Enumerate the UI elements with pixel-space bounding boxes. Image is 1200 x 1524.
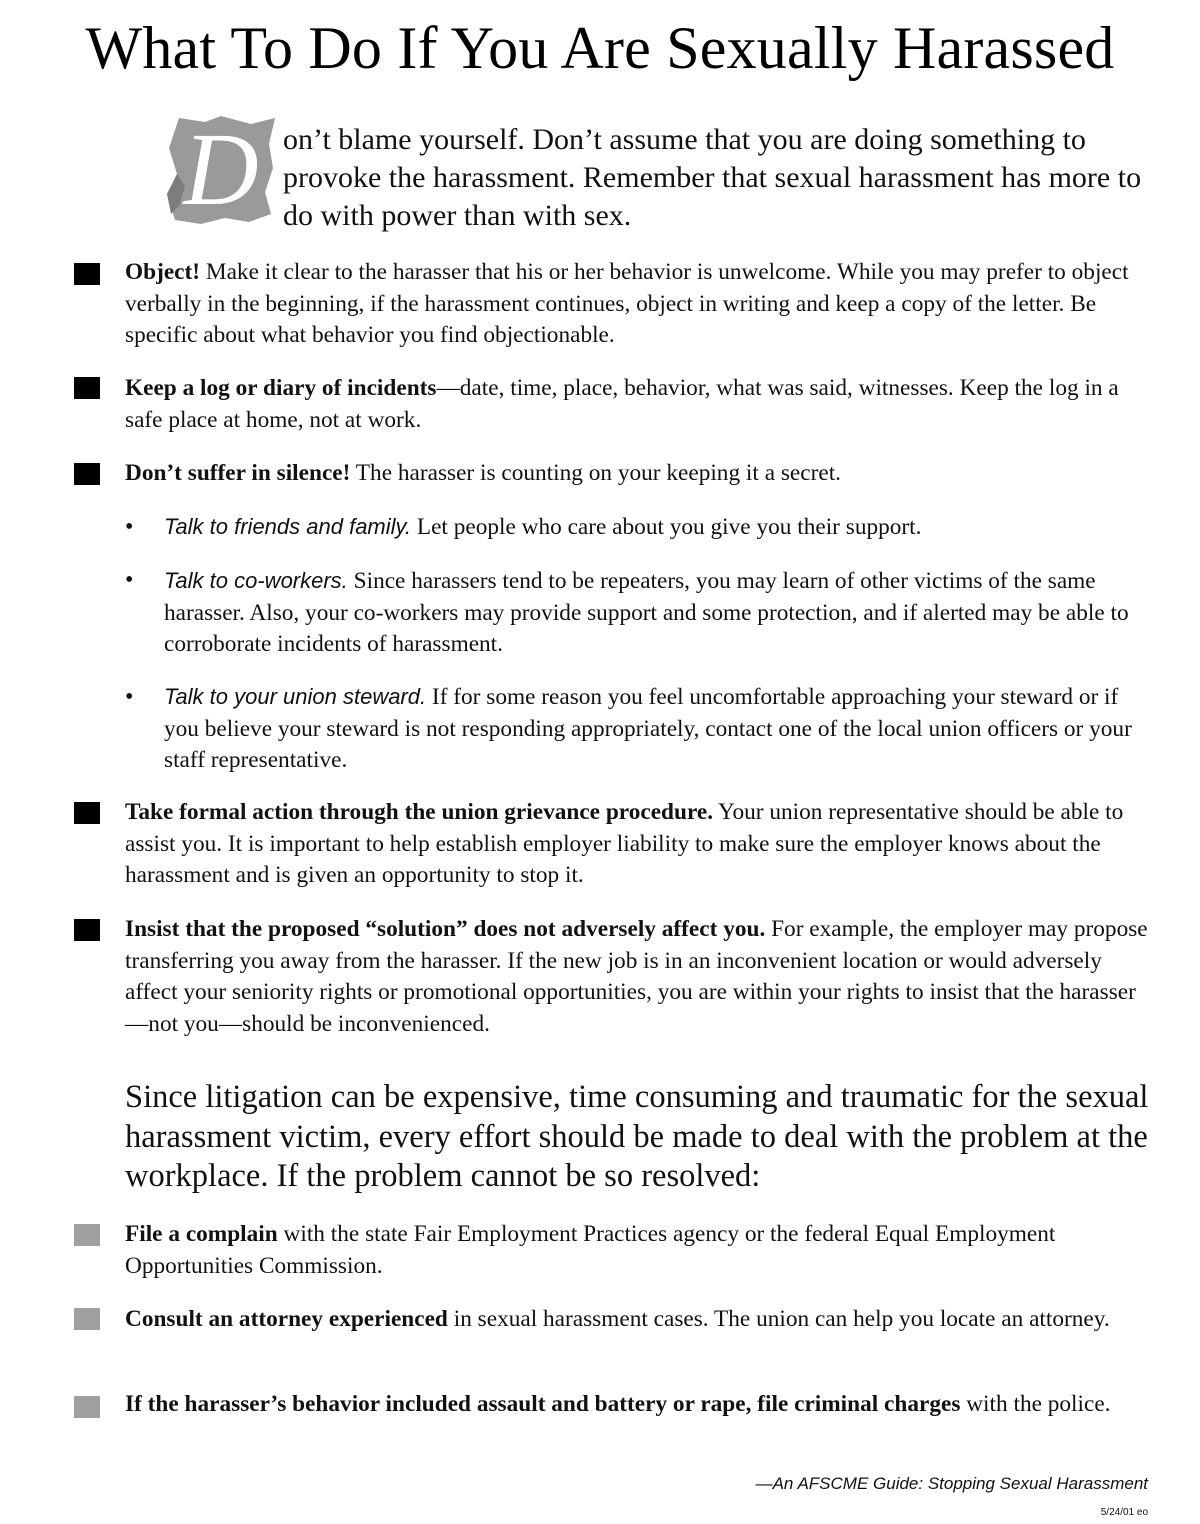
step-heading: Don’t suffer in silence!: [125, 460, 351, 486]
step-text: with the state Fair Employment Practices agency or the federal Equal Employment Opportunities Commission.: [125, 1221, 1056, 1279]
square-bullet-icon: [74, 1308, 100, 1330]
step-text: Your union representative should be able to assist you. It is important to help establish employer liability to make sure the employer knows about the harassment and is given an opportunity to stop it.: [125, 799, 1124, 888]
sub-item-heading: Talk to co-workers.: [164, 568, 348, 593]
step-text: For example, the employer may propose transferring you away from the harasser. If the new job is in an inconvenient location or would adversely affect your seniority rights or promotional opportunities, you are within your rights to insist that the harasser—not you—should be inconvenienced.: [125, 916, 1148, 1037]
step-heading: Consult an attorney experienced: [125, 1306, 448, 1332]
litigation-statement: Since litigation can be expensive, time consuming and traumatic for the sexual harassment victim, every effort should be made to deal with the problem at the workplace. If the problem cannot be so resolved:: [125, 1079, 1149, 1194]
sub-item-co-workers: [164, 565, 1154, 661]
square-bullet-icon: [74, 802, 100, 824]
bullet-marker: •: [125, 514, 134, 540]
bullet-marker: •: [125, 567, 134, 593]
step-heading: Object!: [125, 259, 201, 285]
step-keep-log: [125, 373, 1150, 436]
dropcap-letter: D: [183, 114, 259, 226]
step-heading: Keep a log or diary of incidents: [125, 375, 437, 401]
step-heading: Insist that the proposed “solution” does not adversely affect you.: [125, 916, 766, 942]
source-attribution: —An AFSCME Guide: Stopping Sexual Harassment: [755, 1474, 1148, 1493]
page-title: What To Do If You Are Sexually Harassed: [85, 15, 1115, 81]
step-text: with the police.: [960, 1391, 1111, 1417]
step-text: in sexual harassment cases. The union can help you locate an attorney.: [447, 1306, 1110, 1332]
intro-paragraph: on’t blame yourself. Don’t assume that you are doing something to provoke the harassment. Remember that sexual harassment has more to do with power than with sex.: [283, 123, 1142, 232]
sub-item-text: If for some reason you feel uncomfortable approaching your steward or if you believe your steward is not responding appropriately, contact one of the local union officers or your staff representative.: [164, 684, 1132, 773]
step-formal-action: [125, 797, 1150, 892]
sub-item-union-steward: [164, 681, 1154, 777]
date-code: 5/24/01 eo: [1100, 1507, 1148, 1518]
sub-item-heading: Talk to friends and family.: [164, 514, 412, 539]
step-criminal-charges: [125, 1389, 1150, 1421]
dropcap-ornament: [165, 114, 277, 226]
step-text: The harasser is counting on your keeping it a secret.: [350, 460, 842, 486]
square-bullet-icon: [74, 1396, 100, 1418]
sub-item-friends-family: [164, 511, 1154, 544]
step-insist-solution: [125, 914, 1150, 1040]
step-text: Make it clear to the harasser that his or her behavior is unwelcome. While you may prefer to object verbally in the beginning, if the harassment continues, object in writing and keep a copy of the letter. Be specific about what behavior you find objectionable.: [125, 259, 1129, 348]
dropcap-torn-paper-graphic: [165, 114, 277, 226]
step-object: [125, 257, 1150, 352]
step-heading: File a complain: [125, 1221, 278, 1247]
sub-item-text: Let people who care about you give you their support.: [411, 514, 922, 540]
bullet-marker: •: [125, 684, 134, 710]
square-bullet-icon: [74, 263, 100, 285]
sub-item-text: Since harassers tend to be repeaters, you may learn of other victims of the same harasser. Also, your co-workers may provide support and some protection, and if alerted may be able to corroborate incidents of harassment.: [164, 568, 1129, 657]
sub-item-heading: Talk to your union steward.: [164, 684, 427, 709]
step-text: —date, time, place, behavior, what was said, witnesses. Keep the log in a safe place at home, not at work.: [125, 375, 1119, 433]
square-bullet-icon: [74, 919, 100, 941]
square-bullet-icon: [74, 463, 100, 485]
step-heading: If the harasser’s behavior included assault and battery or rape, file criminal charges: [125, 1391, 961, 1417]
step-consult-attorney: [125, 1304, 1150, 1336]
square-bullet-icon: [74, 1224, 100, 1246]
step-file-complaint: [125, 1219, 1150, 1282]
step-dont-suffer: [125, 458, 1150, 490]
step-heading: Take formal action through the union grievance procedure.: [125, 799, 714, 825]
square-bullet-icon: [74, 377, 100, 399]
